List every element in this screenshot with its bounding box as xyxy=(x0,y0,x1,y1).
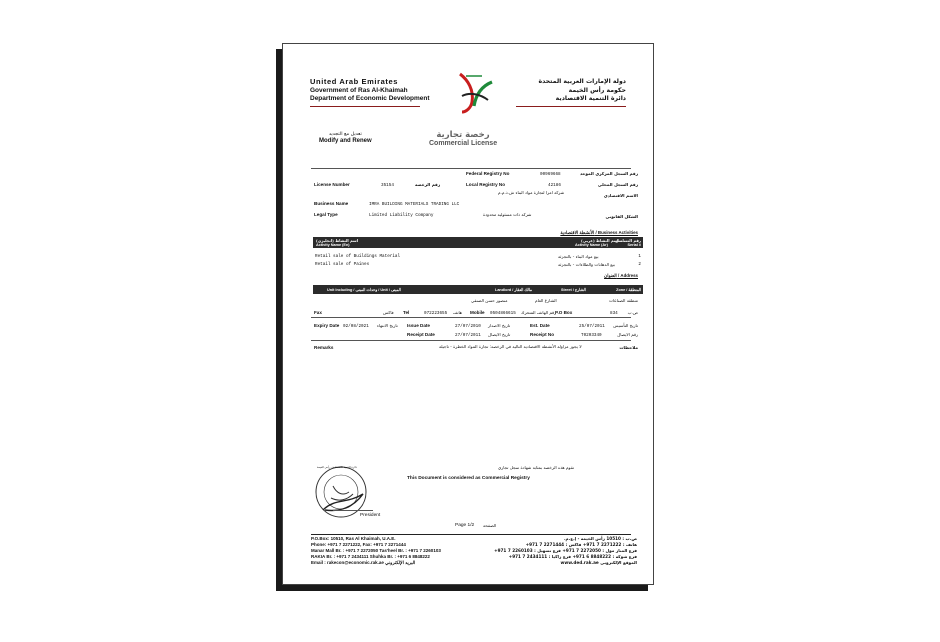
receipt-no-value: T0203340 xyxy=(581,333,602,338)
legal-type-ar: شركة ذات مسئولية محدودة xyxy=(483,212,532,217)
business-name-value: IMRA BUILDING MATERIALS TRADING LLC xyxy=(369,202,460,207)
col-street: Street / الشارع xyxy=(561,288,586,292)
title-ar: رخصة تجارية xyxy=(436,130,490,140)
address-zone: منطقة الصناعات xyxy=(609,298,638,303)
header-divider-right xyxy=(516,106,626,107)
footer-en-line: RAKIA Br. : +971 7 2434111 Shuhka Br. : +971 6 8848222 xyxy=(311,554,430,559)
business-name-label: Business Name xyxy=(314,201,349,206)
activity-1-ar: بيع مواد البناء - بالتجزئة xyxy=(558,254,599,259)
business-name-ar: شركة امرا لتجارة مواد البناء ش.ذ.م.م xyxy=(498,190,565,195)
footer-ar-line: فرع المنار مول : 2272050 7 971+ فرع تسهيل : 2260103 7 971+ xyxy=(494,548,637,553)
expiry-date-label: Expiry Date xyxy=(314,323,340,328)
legal-type-value: Limited Liability Company xyxy=(369,213,434,218)
tel-label: Tel xyxy=(403,310,410,315)
signature-line xyxy=(333,510,373,511)
col-landlord: Landlord / مالك العقار xyxy=(495,288,532,292)
col-activity-ar-ar: اسم النشاط (عربي) xyxy=(581,237,619,243)
table-row xyxy=(313,262,643,269)
federal-registry-label: Federal Registry No xyxy=(466,171,510,176)
table-row xyxy=(313,254,643,261)
section-divider xyxy=(311,168,631,169)
legal-type-label: Legal Type xyxy=(314,212,338,217)
mobile-label: Mobile xyxy=(470,310,485,315)
header-en-line3: Department of Economic Development xyxy=(310,95,430,102)
local-registry-label: Local Registry No xyxy=(466,182,506,187)
tel-label-ar: هاتف xyxy=(453,310,462,315)
seal-text: دائرة التنمية الاقتصادية - رأس الخيمة xyxy=(317,466,357,469)
activity-1-en: Retail sale of Buildings Material xyxy=(315,254,401,259)
official-seal xyxy=(313,464,369,520)
header-ar-line3: دائرة التنمية الاقتصادية xyxy=(555,95,626,102)
tel-value: 072223655 xyxy=(424,311,448,316)
header-ar-line2: حكومة رأس الخيمة xyxy=(568,86,626,94)
footer-en-line: Phone: +971 7 2271222, Fax: +971 7 2271444 xyxy=(311,542,406,547)
header-en-line1: United Arab Emirates xyxy=(310,77,398,86)
pobox-label-ar: ص.ب xyxy=(627,310,638,315)
col-serial: Serial # xyxy=(627,242,641,247)
activity-2-serial: 2 xyxy=(638,262,641,267)
license-page xyxy=(282,43,654,585)
footer-ar xyxy=(494,536,637,566)
header-ar-line1: دولة الإمارات العربية المتحدة xyxy=(538,78,626,85)
remarks-text-ar: لا يجوز مزاولة الأنشطة الاقتصادية التالية في الرخصة: تجارة المواد الخطرة - تاجيلة xyxy=(439,344,582,349)
notice-en: This Document is considered as Commercial Registry xyxy=(407,476,530,481)
receipt-date-label-ar: تاريخ الايصال xyxy=(488,332,511,337)
license-number-label: License Number xyxy=(314,182,350,187)
receipt-no-label: Receipt No xyxy=(530,332,554,337)
footer-ar-line: الموقع الإلكتروني www.ded.rak.ae xyxy=(560,560,637,565)
legal-type-label-ar: الشكل القانوني xyxy=(605,214,638,219)
col-activity-en: Activity Name (En) xyxy=(316,242,350,247)
signature-title: President xyxy=(360,513,381,518)
receipt-date-value: 27/07/2011 xyxy=(455,333,481,338)
expiry-date-value: 02/08/2021 xyxy=(343,324,369,329)
address-heading: العنوان / Address xyxy=(604,273,638,278)
footer-ar-line: هاتف : 2271222 7 971+ فاكس : 2271444 7 971+ xyxy=(525,542,637,547)
local-registry-value: 42186 xyxy=(548,183,561,188)
fax-label-ar: فاكس xyxy=(383,310,394,315)
remarks-label: Remarks xyxy=(314,345,334,350)
address-street: الشارع العام xyxy=(535,298,557,303)
header-en-line2: Government of Ras Al-Khaimah xyxy=(310,86,408,94)
header-ar xyxy=(538,78,626,104)
col-unit: Unit Including / وحدات المبنى / Unit / المبنى xyxy=(327,288,401,292)
expiry-date-label-ar: تاريخ الانتهاء xyxy=(377,323,398,328)
footer-ar-line: ص.ب : 10510 رأس الخيمة - إ.ع.م. xyxy=(563,536,637,541)
fax-label: Fax xyxy=(314,310,322,315)
license-status xyxy=(319,132,372,144)
mobile-value: 0504866615 xyxy=(490,311,516,316)
title-en: Commercial License xyxy=(429,140,498,147)
federal-registry-label-ar: رقم السجل المركزي الموحد xyxy=(579,171,638,176)
activity-1-serial: 1 xyxy=(638,254,641,259)
receipt-no-label-ar: رقم الايصال xyxy=(617,332,638,337)
footer-en-line: P.O.Box: 10510, Ras Al Khaimah, U.A.E. xyxy=(311,536,396,541)
federal-registry-value: 00969668 xyxy=(540,172,561,177)
address-table-header xyxy=(313,285,643,294)
contact-divider xyxy=(311,317,631,318)
footer-en-line: Manar Mall Br. : +971 7 2272050 Tas'heel Br. : +971 7 2260103 xyxy=(311,548,441,553)
notice-ar: تقوم هذه الرخصة بمثابة شهادة سجل تجاري xyxy=(498,465,574,470)
license-number-value: 35154 xyxy=(381,183,394,188)
footer-divider xyxy=(311,534,631,535)
issue-date-label: Issue Date xyxy=(407,323,430,328)
header-divider-left xyxy=(310,106,420,107)
remarks-divider xyxy=(311,340,631,341)
footer-en-line: Email : rakecon@economic.rak.ae البريد الإلكتروني xyxy=(311,560,416,565)
document-title xyxy=(429,130,497,147)
footer-ar-line: فرع شوكة : 8848222 6 971+ فرع راكيا : 2434111 7 971+ xyxy=(508,554,637,559)
issue-date-label-ar: تاريخ الاصدار xyxy=(488,323,511,328)
footer-en xyxy=(311,536,441,566)
header-en xyxy=(310,78,430,104)
pobox-label: P.O Box xyxy=(555,310,573,315)
address-landlord: منصور حسن الصنقي xyxy=(471,298,508,303)
page-number: Page 1/2 xyxy=(455,523,475,528)
status-en: Modify and Renew xyxy=(319,138,372,144)
activity-2-ar: بيع الدهانات والطلاءات - بالتجزئة xyxy=(558,262,615,267)
est-date-value: 25/07/2011 xyxy=(579,324,605,329)
col-serial-ar: رقم التسلسل xyxy=(615,237,641,243)
seal-emblem-icon xyxy=(313,464,369,520)
status-ar: تعديل مع التجديد xyxy=(328,132,362,137)
activities-heading: الأنشطة الاقتصادية / Business Activities xyxy=(560,230,638,235)
receipt-date-label: Receipt Date xyxy=(407,332,435,337)
issue-date-value: 27/07/2010 xyxy=(455,324,481,329)
activity-2-en: Retail sale of Paines xyxy=(315,262,370,267)
col-zone: Zone / المنطقة xyxy=(616,288,641,292)
est-date-label: Est. Date xyxy=(530,323,550,328)
remarks-label-ar: ملاحظات xyxy=(619,345,638,350)
col-activity-ar: Activity Name (Ar) xyxy=(575,242,608,247)
local-registry-label-ar: رقم السجل المحلي xyxy=(597,182,638,187)
logo-emblem-icon xyxy=(454,72,494,114)
mobile-label-ar: رقم الهاتف المتحرك xyxy=(521,310,557,315)
pobox-value: 834 xyxy=(610,311,618,316)
est-date-label-ar: تاريخ التأسيس xyxy=(613,323,638,328)
government-logo xyxy=(454,72,494,114)
business-name-label-ar: الاسم الاقتصادي xyxy=(603,193,638,198)
activities-table-header xyxy=(313,237,643,248)
page-number-ar: الصفحة xyxy=(483,523,497,528)
col-activity-en-ar: اسم النشاط (انجليزي) xyxy=(316,237,359,243)
license-number-label-ar: رقم الرخصة xyxy=(415,182,441,187)
